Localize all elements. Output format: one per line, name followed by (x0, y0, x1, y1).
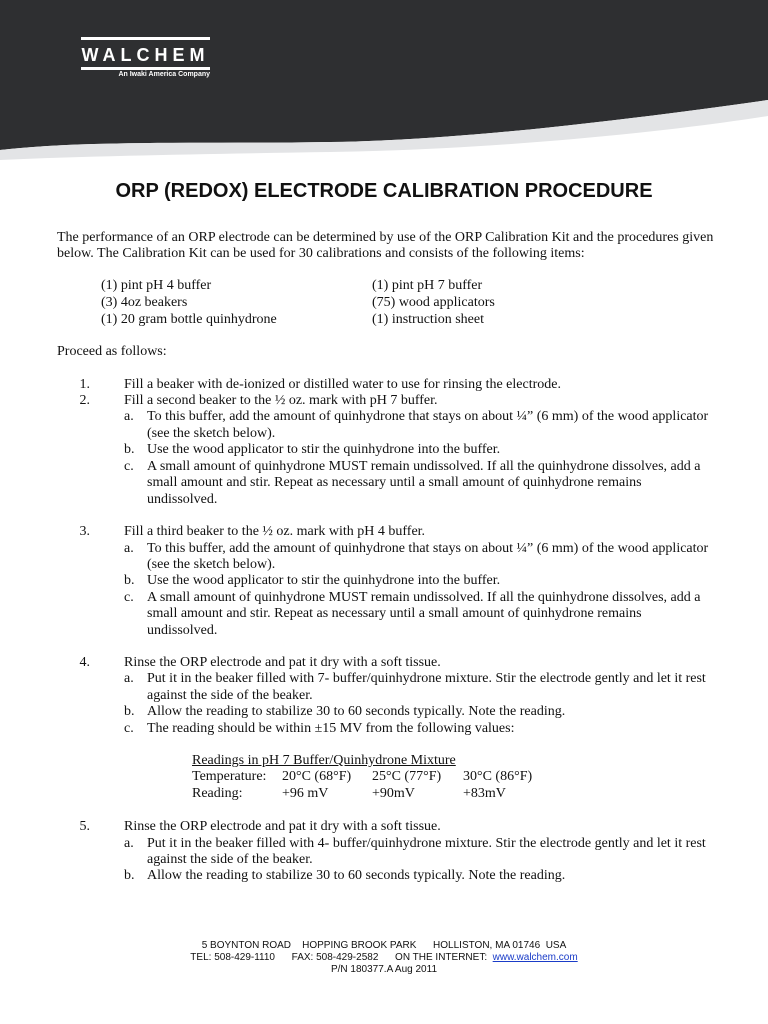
substep-text: Put it in the beaker filled with 4- buffer/quinhydrone mixture. Stir the electrode gently and let it rest (147, 836, 706, 851)
proceed-label: Proceed as follows: (57, 344, 167, 359)
kit-item: (1) pint pH 7 buffer (372, 278, 483, 293)
table-cell: +90mV (372, 786, 415, 801)
kit-item: (1) 20 gram bottle quinhydrone (101, 312, 277, 327)
step-text: Fill a second beaker to the ½ oz. mark with pH 7 buffer. (124, 393, 438, 408)
substep-label: b. (124, 573, 135, 588)
step-number: 2. (79, 393, 90, 408)
substep-text: against the side of the beaker. (147, 688, 313, 703)
table-cell: 30°C (86°F) (463, 769, 533, 784)
step-number: 4. (79, 655, 90, 670)
kit-item: (1) instruction sheet (372, 312, 484, 327)
step-number: 1. (79, 377, 90, 392)
substep-text: undissolved. (147, 623, 218, 638)
substep-text: undissolved. (147, 492, 218, 507)
substep-text: Use the wood applicator to stir the quinhydrone into the buffer. (147, 442, 501, 457)
substep-label: a. (124, 671, 134, 686)
table-cell: Reading: (192, 786, 243, 801)
logo-top-rule (81, 37, 210, 40)
step-number: 3. (79, 524, 90, 539)
page-footer (0, 940, 768, 976)
logo-bottom-rule (81, 67, 210, 70)
logo-wordmark: WALCHEM (81, 45, 210, 65)
header-banner (0, 0, 768, 165)
table-cell: +83mV (463, 786, 506, 801)
table-cell: 20°C (68°F) (282, 769, 352, 784)
step-text: Rinse the ORP electrode and pat it dry with a soft tissue. (124, 819, 441, 834)
step-text: Fill a beaker with de-ionized or distilled water to use for rinsing the electrode. (124, 377, 561, 392)
table-cell: Temperature: (192, 769, 267, 784)
logo-tagline: An Iwaki America Company (118, 71, 210, 78)
substep-label: b. (124, 868, 135, 883)
substep-text: Use the wood applicator to stir the quinhydrone into the buffer. (147, 573, 501, 588)
footer-contact-line (0, 952, 768, 964)
substep-label: c. (124, 459, 134, 474)
step-number: 5. (79, 819, 90, 834)
substep-text: To this buffer, add the amount of quinhydrone that stays on about ¼” (6 mm) of the wood applicator (147, 541, 709, 556)
walchem-logo (81, 37, 210, 79)
substep-text: Allow the reading to stabilize 30 to 60 seconds typically. Note the reading. (147, 868, 566, 883)
page-header (0, 0, 768, 165)
kit-item: (75) wood applicators (372, 295, 495, 310)
substep-text: small amount and stir. Repeat as necessary until a small amount of quinhydrone remains (147, 475, 642, 490)
substep-label: b. (124, 704, 135, 719)
intro-line-1: The performance of an ORP electrode can be determined by use of the ORP Calibration Kit and the procedures given (57, 230, 714, 245)
step-text: Rinse the ORP electrode and pat it dry with a soft tissue. (124, 655, 441, 670)
substep-label: a. (124, 409, 134, 424)
intro-line-2: below. The Calibration Kit can be used for 30 calibrations and consists of the following items: (57, 246, 585, 261)
substep-text: The reading should be within ±15 MV from the following values: (147, 721, 515, 736)
substep-text: (see the sketch below). (147, 557, 276, 572)
footer-contact: TEL: 508-429-1110 FAX: 508-429-2582 ON THE INTERNET: (190, 952, 493, 963)
kit-item: (1) pint pH 4 buffer (101, 278, 212, 293)
readings-table-caption: Readings in pH 7 Buffer/Quinhydrone Mixture (192, 753, 456, 768)
substep-text: (see the sketch below). (147, 426, 276, 441)
substep-label: a. (124, 541, 134, 556)
kit-item: (3) 4oz beakers (101, 295, 188, 310)
substep-label: a. (124, 836, 134, 851)
substep-text: A small amount of quinhydrone MUST remain undissolved. If all the quinhydrone dissolves, add a (147, 590, 701, 605)
table-cell: 25°C (77°F) (372, 769, 442, 784)
step-text: Fill a third beaker to the ½ oz. mark with pH 4 buffer. (124, 524, 426, 539)
table-cell: +96 mV (282, 786, 329, 801)
substep-label: c. (124, 721, 134, 736)
substep-text: To this buffer, add the amount of quinhydrone that stays on about ¼” (6 mm) of the wood applicator (147, 409, 709, 424)
substep-text: A small amount of quinhydrone MUST remain undissolved. If all the quinhydrone dissolves, add a (147, 459, 701, 474)
website-link[interactable]: www.walchem.com (492, 952, 578, 963)
substep-label: b. (124, 442, 135, 457)
substep-label: c. (124, 590, 134, 605)
substep-text: Put it in the beaker filled with 7- buffer/quinhydrone mixture. Stir the electrode gently and let it rest (147, 671, 706, 686)
substep-text: against the side of the beaker. (147, 852, 313, 867)
document-title: ORP (REDOX) ELECTRODE CALIBRATION PROCEDURE (115, 180, 653, 202)
footer-address: 5 BOYNTON ROAD HOPPING BROOK PARK HOLLISTON, MA 01746 USA (201, 940, 567, 951)
substep-text: Allow the reading to stabilize 30 to 60 seconds typically. Note the reading. (147, 704, 566, 719)
substep-text: small amount and stir. Repeat as necessary until a small amount of quinhydrone remains (147, 606, 642, 621)
footer-part-number: P/N 180377.A Aug 2011 (330, 964, 437, 975)
